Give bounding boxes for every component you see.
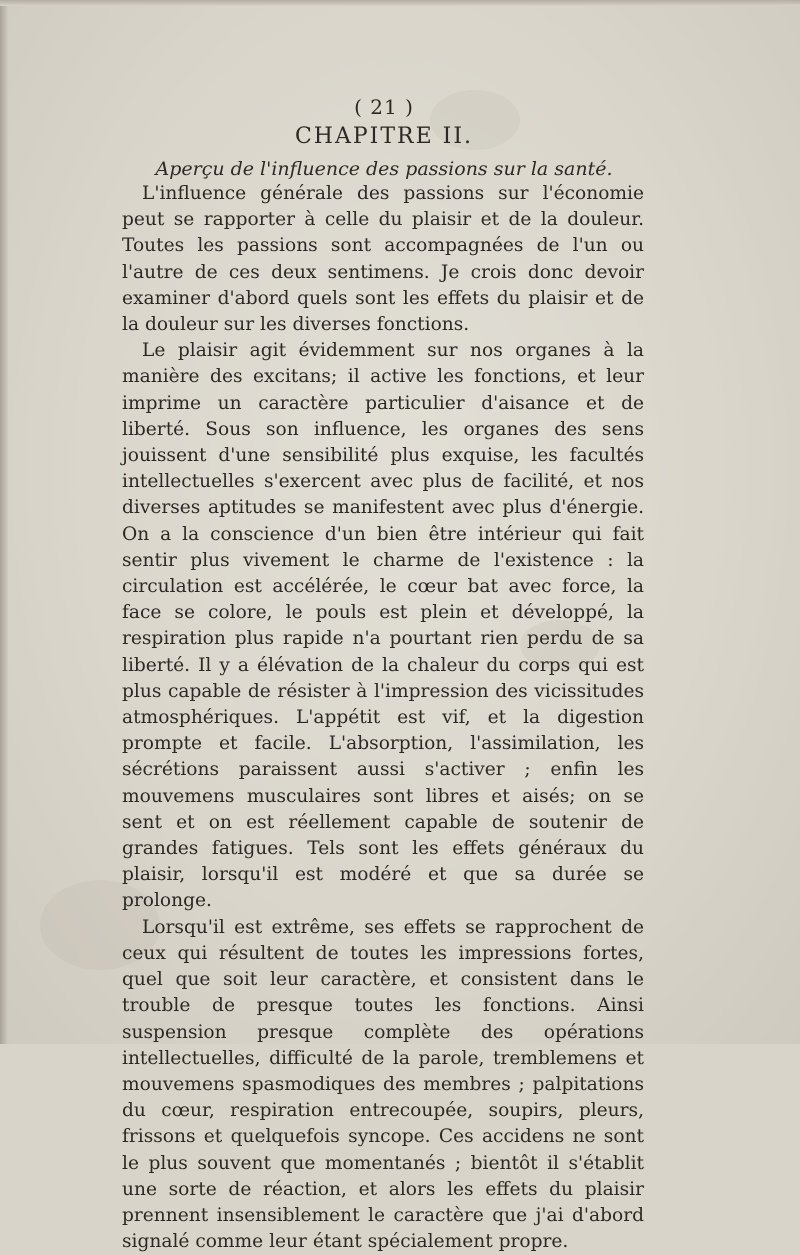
chapter-subtitle: Aperçu de l'influence des passions sur la santé. — [155, 158, 613, 180]
paragraph: Le plaisir agit évidemment sur nos organes à la manière des excitans; il active les fonctions, et leur imprime un caractère particulier d'aisance et de liberté. Sous son influence, les organes des sens jouissent d'une sensibilité plus exquise, les facultés intellectuelles s'exercent avec plus de facilité, et nos diverses aptitudes se manifestent avec plus d'énergie. On a la conscience d'un bien être intérieur qui fait sentir plus vivement le charme de l'existence : la circulation est accélérée, le cœur bat avec force, la face se colore, le pouls est plein et développé, la respiration plus rapide n'a pourtant rien perdu de sa liberté. Il y a élévation de la chaleur du corps qui est plus capable de résister à l'impression des vicissitudes atmosphériques. L'appétit est vif, et la digestion prompte et facile. L'absorption, l'assimilation, les sécrétions paraissent aussi s'activer ; enfin les mouvemens musculaires sont libres et aisés; on se sent et on est réellement capable de soutenir de grandes fatigues. Tels sont les effets généraux du plaisir, lorsqu'il est modéré et que sa durée se prolonge. — [122, 340, 644, 912]
chapter-title: CHAPITRE II. — [294, 124, 474, 149]
paragraph: L'influence générale des passions sur l'économie peut se rapporter à celle du plaisir et de la douleur. Toutes les passions sont accompagnées de l'un ou l'autre de ces deux sentimens. Je crois donc devoir examiner d'abord quels sont les effets du plaisir et de la douleur sur les diverses fonctions. — [122, 183, 644, 336]
paragraph: Lorsqu'il est extrême, ses effets se rapprochent de ceux qui résultent de toutes les impressions fortes, quel que soit leur caractère, et consistent dans le trouble de presque toutes les fonctions. Ainsi suspension presque complète des opérations intellectuelles, difficulté de la parole, tremblemens et mouvemens spasmodiques des membres ; palpitations du cœur, respiration entrecoupée, soupirs, pleurs, frissons et quelquefois syncope. Ces accidens ne sont le plus souvent que momentanés ; bientôt il s'établit une sorte de réaction, et alors les effets du plaisir prennent insensiblement le caractère que j'ai d'abord signalé comme leur étant spécialement propre. — [122, 916, 644, 1253]
chapter-body — [122, 181, 644, 1255]
page-top-edge — [0, 0, 800, 6]
page-number: ( 21 ) — [354, 95, 414, 119]
page-left-edge — [0, 0, 8, 1044]
